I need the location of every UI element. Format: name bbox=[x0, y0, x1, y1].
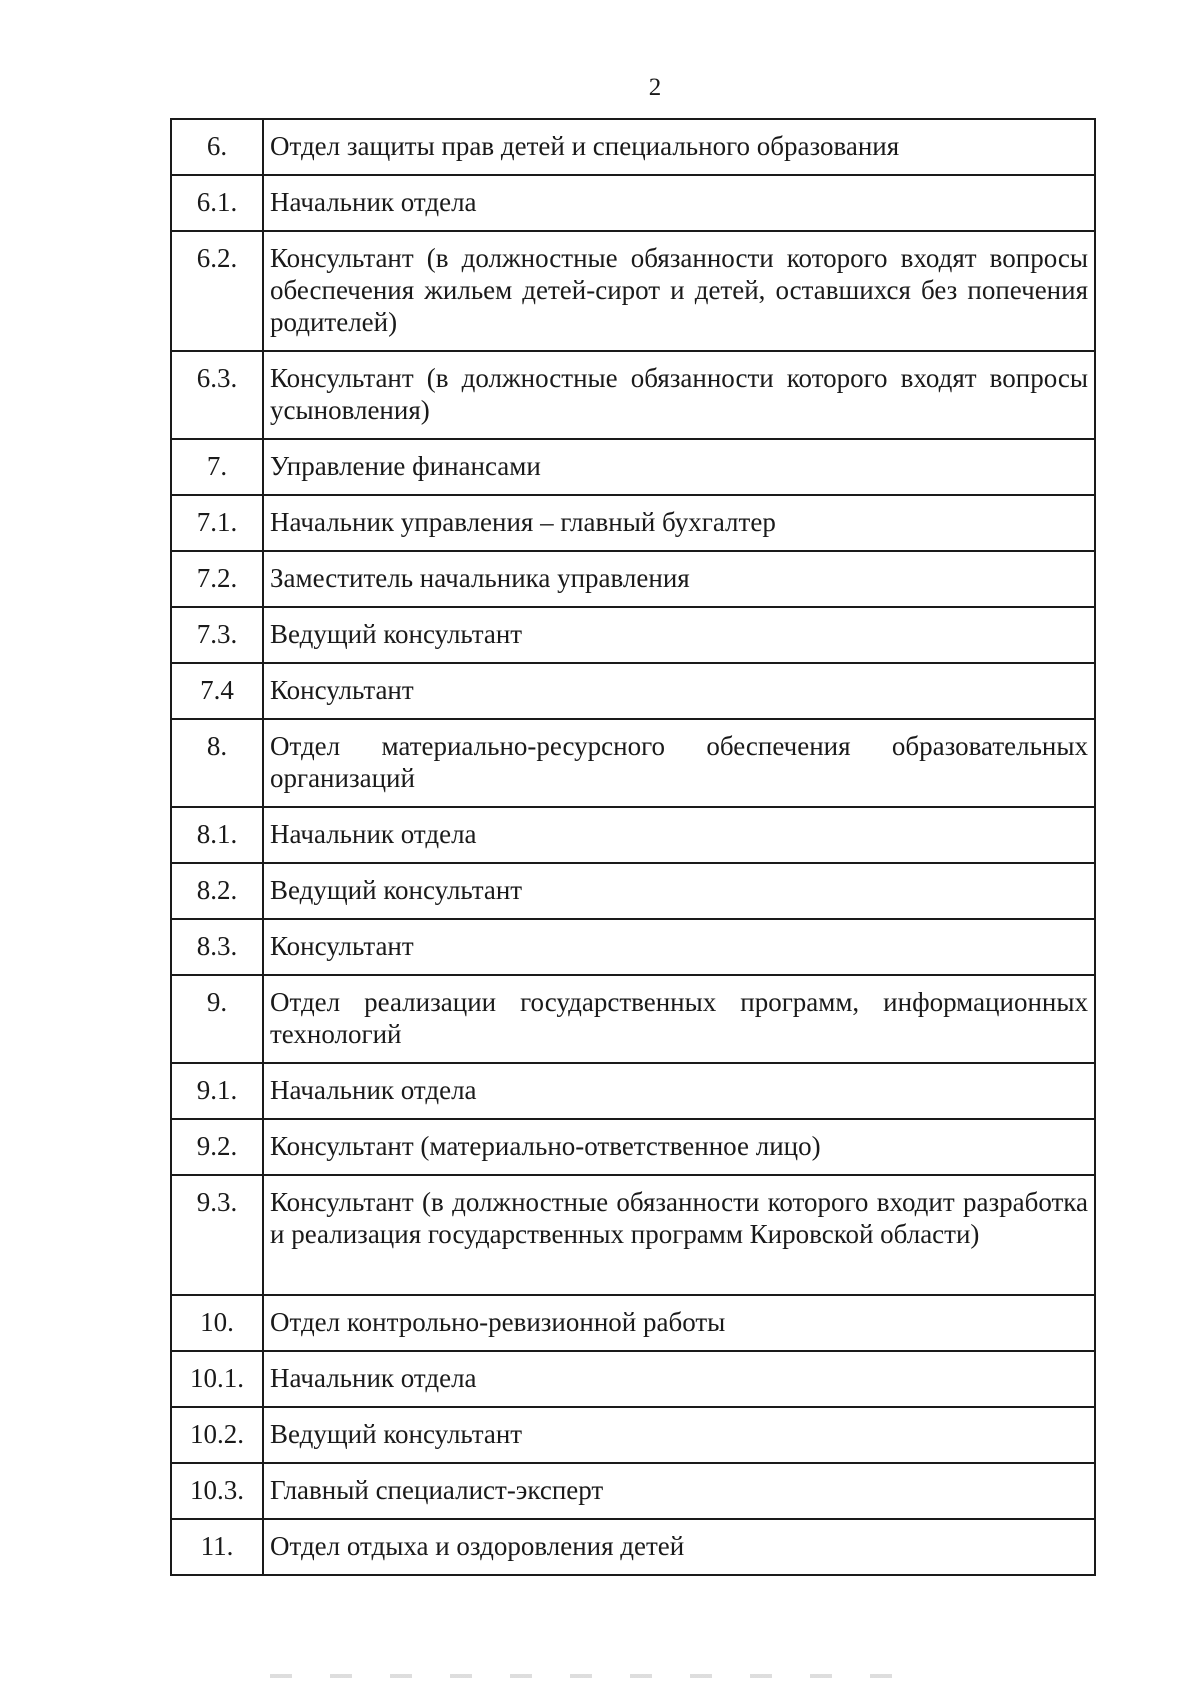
row-number-cell: 8. bbox=[171, 719, 263, 807]
row-number-cell: 10.2. bbox=[171, 1407, 263, 1463]
row-text-cell: Консультант bbox=[263, 663, 1095, 719]
scan-artifact bbox=[270, 1674, 920, 1678]
row-number-cell: 7.3. bbox=[171, 607, 263, 663]
table-row bbox=[171, 231, 1095, 351]
row-text-cell: Начальник отдела bbox=[263, 807, 1095, 863]
row-text-cell: Консультант (в должностные обязанности которого входит разработка и реализация государственных программ Кировской области) bbox=[263, 1175, 1095, 1295]
row-number-cell: 8.3. bbox=[171, 919, 263, 975]
row-text-cell: Консультант (материально-ответственное лицо) bbox=[263, 1119, 1095, 1175]
table-row bbox=[171, 1519, 1095, 1575]
table-row bbox=[171, 119, 1095, 175]
table-row bbox=[171, 663, 1095, 719]
table-row bbox=[171, 1063, 1095, 1119]
row-text-cell: Отдел реализации государственных программ, информационных технологий bbox=[263, 975, 1095, 1063]
table-row bbox=[171, 919, 1095, 975]
row-number-cell: 9.1. bbox=[171, 1063, 263, 1119]
row-number-cell: 10.1. bbox=[171, 1351, 263, 1407]
row-number-cell: 7.4 bbox=[171, 663, 263, 719]
row-number-cell: 9.3. bbox=[171, 1175, 263, 1295]
row-number-cell: 10. bbox=[171, 1295, 263, 1351]
row-number-cell: 6.2. bbox=[171, 231, 263, 351]
row-number-cell: 7. bbox=[171, 439, 263, 495]
row-number-cell: 6.1. bbox=[171, 175, 263, 231]
row-text-cell: Отдел контрольно-ревизионной работы bbox=[263, 1295, 1095, 1351]
row-text-cell: Отдел защиты прав детей и специального образования bbox=[263, 119, 1095, 175]
row-text-cell: Начальник управления – главный бухгалтер bbox=[263, 495, 1095, 551]
row-number-cell: 9.2. bbox=[171, 1119, 263, 1175]
row-number-cell: 6. bbox=[171, 119, 263, 175]
row-text-cell: Ведущий консультант bbox=[263, 863, 1095, 919]
row-text-cell: Начальник отдела bbox=[263, 1351, 1095, 1407]
table-row bbox=[171, 495, 1095, 551]
table-row bbox=[171, 1175, 1095, 1295]
table-row bbox=[171, 351, 1095, 439]
row-text-cell: Начальник отдела bbox=[263, 175, 1095, 231]
table-row bbox=[171, 439, 1095, 495]
table-row bbox=[171, 551, 1095, 607]
row-text-cell: Консультант (в должностные обязанности которого входят вопросы обеспечения жильем детей-сирот и детей, оставшихся без попечения родителей) bbox=[263, 231, 1095, 351]
row-text-cell: Консультант bbox=[263, 919, 1095, 975]
row-text-cell: Заместитель начальника управления bbox=[263, 551, 1095, 607]
table-row bbox=[171, 1407, 1095, 1463]
row-number-cell: 11. bbox=[171, 1519, 263, 1575]
row-number-cell: 8.1. bbox=[171, 807, 263, 863]
table-row bbox=[171, 719, 1095, 807]
row-number-cell: 7.1. bbox=[171, 495, 263, 551]
row-number-cell: 8.2. bbox=[171, 863, 263, 919]
row-text-cell: Отдел отдыха и оздоровления детей bbox=[263, 1519, 1095, 1575]
positions-table-body bbox=[171, 119, 1095, 1575]
row-number-cell: 9. bbox=[171, 975, 263, 1063]
table-row bbox=[171, 807, 1095, 863]
table-row bbox=[171, 1119, 1095, 1175]
page-number: 2 bbox=[648, 74, 662, 101]
row-number-cell: 7.2. bbox=[171, 551, 263, 607]
table-row bbox=[171, 1463, 1095, 1519]
row-text-cell: Отдел материально-ресурсного обеспечения образовательных организаций bbox=[263, 719, 1095, 807]
row-text-cell: Начальник отдела bbox=[263, 1063, 1095, 1119]
row-text-cell: Консультант (в должностные обязанности которого входят вопросы усыновления) bbox=[263, 351, 1095, 439]
positions-table bbox=[170, 118, 1096, 1576]
row-text-cell: Управление финансами bbox=[263, 439, 1095, 495]
table-row bbox=[171, 1295, 1095, 1351]
table-row bbox=[171, 975, 1095, 1063]
row-number-cell: 10.3. bbox=[171, 1463, 263, 1519]
table-row bbox=[171, 607, 1095, 663]
row-text-cell: Ведущий консультант bbox=[263, 1407, 1095, 1463]
table-row bbox=[171, 175, 1095, 231]
table-row bbox=[171, 1351, 1095, 1407]
table-row bbox=[171, 863, 1095, 919]
row-number-cell: 6.3. bbox=[171, 351, 263, 439]
row-text-cell: Ведущий консультант bbox=[263, 607, 1095, 663]
row-text-cell: Главный специалист-эксперт bbox=[263, 1463, 1095, 1519]
